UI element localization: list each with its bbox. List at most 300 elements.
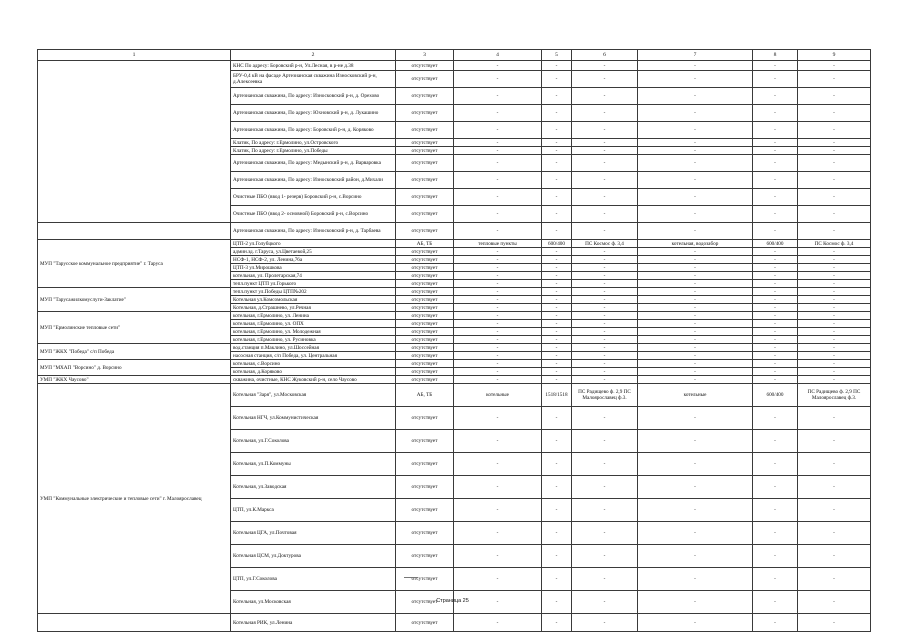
value-cell: - (638, 189, 753, 206)
facility-cell: Котельная РИК, ул.Ленина (231, 614, 396, 632)
value-cell: - (798, 407, 871, 430)
value-cell: - (542, 288, 572, 296)
value-cell: - (572, 453, 638, 476)
value-cell: - (542, 591, 572, 614)
value-cell: - (572, 499, 638, 522)
value-cell: - (798, 376, 871, 384)
value-cell: - (454, 256, 542, 264)
value-cell: - (454, 288, 542, 296)
value-cell: - (753, 296, 798, 304)
value-cell: - (753, 499, 798, 522)
header-row (38, 50, 871, 61)
facility-cell: Артезианская скважина, По адресу: Износковский р-н, д. Орехово (231, 88, 396, 105)
facility-cell: НСФ-1, НСФ-2, ул. Ленина,76а (231, 256, 396, 264)
value-cell: - (542, 105, 572, 122)
value-cell: - (638, 256, 753, 264)
value-cell: - (638, 430, 753, 453)
value-cell: - (753, 352, 798, 360)
value-cell: - (572, 368, 638, 376)
value-cell: - (638, 172, 753, 189)
column-header: 8 (753, 50, 798, 61)
value-cell: - (572, 336, 638, 344)
value-cell: - (542, 147, 572, 155)
value-cell: - (572, 122, 638, 139)
value-cell: - (572, 147, 638, 155)
value-cell: - (572, 272, 638, 280)
value-cell: - (798, 614, 871, 632)
facility-cell: ЦТП-2 ул.Голубцкого (231, 240, 396, 248)
value-cell: отсутствует (396, 614, 454, 632)
value-cell: - (572, 61, 638, 71)
value-cell: отсутствует (396, 360, 454, 368)
value-cell: отсутствует (396, 264, 454, 272)
value-cell: - (454, 368, 542, 376)
value-cell: - (454, 105, 542, 122)
value-cell: - (798, 522, 871, 545)
value-cell: ПС Радищево ф. 2,9 ПС Малоярославец ф.3. (572, 384, 638, 407)
table-row (38, 61, 871, 71)
organization-cell: МУП "МХАП "Ворсино" д. Ворсино (38, 360, 231, 376)
value-cell: - (454, 280, 542, 288)
value-cell: - (753, 407, 798, 430)
value-cell: отсутствует (396, 88, 454, 105)
value-cell: - (638, 139, 753, 147)
value-cell: - (454, 591, 542, 614)
facility-cell: котельная, г.Ермолино, ул. Ленина (231, 312, 396, 320)
value-cell: - (753, 88, 798, 105)
value-cell: АБ, ТБ (396, 384, 454, 407)
value-cell: - (572, 264, 638, 272)
value-cell: - (798, 272, 871, 280)
value-cell: - (542, 320, 572, 328)
value-cell: - (572, 614, 638, 632)
value-cell: отсутствует (396, 304, 454, 312)
page-footer: Страница 25 (436, 598, 469, 604)
value-cell: - (638, 568, 753, 591)
value-cell: тепловые пункты (454, 240, 542, 248)
value-cell: - (798, 545, 871, 568)
value-cell: - (753, 256, 798, 264)
value-cell: отсутствует (396, 147, 454, 155)
value-cell: - (638, 407, 753, 430)
value-cell: отсутствует (396, 430, 454, 453)
organization-cell: МУП "Ермолинские тепловые сети" (38, 312, 231, 344)
value-cell: - (542, 139, 572, 147)
value-cell: отсутствует (396, 296, 454, 304)
value-cell: - (572, 206, 638, 223)
value-cell: - (572, 352, 638, 360)
value-cell: - (798, 453, 871, 476)
value-cell: - (572, 568, 638, 591)
value-cell: отсутствует (396, 545, 454, 568)
value-cell: - (753, 304, 798, 312)
value-cell: - (572, 545, 638, 568)
value-cell: - (638, 264, 753, 272)
facility-cell: ЦТП, ул.К.Маркса (231, 499, 396, 522)
value-cell: - (454, 172, 542, 189)
value-cell: - (798, 248, 871, 256)
value-cell: - (753, 430, 798, 453)
value-cell: - (798, 591, 871, 614)
value-cell: отсутствует (396, 568, 454, 591)
value-cell: - (572, 139, 638, 147)
value-cell: - (798, 264, 871, 272)
value-cell: 600/400 (753, 240, 798, 248)
facility-cell: вод.станция п.Маклино, ул.Шоссейная (231, 344, 396, 352)
facility-cell: Котельная, ул.Г.Соколова (231, 430, 396, 453)
facility-cell: Артезианская скважина, По адресу: Боровский р-н, д. Коряково (231, 122, 396, 139)
facility-cell: ЦТП, ул.Г.Соколова (231, 568, 396, 591)
value-cell: - (798, 280, 871, 288)
value-cell: отсутствует (396, 280, 454, 288)
value-cell: отсутствует (396, 368, 454, 376)
table-row (38, 384, 871, 407)
value-cell: отсутствует (396, 122, 454, 139)
facility-cell: Клатик, По адресу: г.Ермолино, ул.Победы (231, 147, 396, 155)
value-cell: - (542, 264, 572, 272)
column-header: 4 (454, 50, 542, 61)
value-cell: - (638, 522, 753, 545)
value-cell: - (454, 122, 542, 139)
value-cell: - (572, 296, 638, 304)
value-cell: - (638, 453, 753, 476)
value-cell: - (542, 568, 572, 591)
value-cell: - (542, 614, 572, 632)
value-cell: - (542, 336, 572, 344)
value-cell: - (753, 312, 798, 320)
value-cell: - (753, 545, 798, 568)
value-cell: - (753, 320, 798, 328)
value-cell: - (753, 71, 798, 88)
column-header: 7 (638, 50, 753, 61)
organization-cell: МУП "Тарусажилкомуслуги-Заклатие" (38, 288, 231, 312)
facility-cell: котельная, г.Ермолино, ул. Русиновка (231, 336, 396, 344)
value-cell: отсутствует (396, 312, 454, 320)
table-row (38, 312, 871, 320)
value-cell: - (753, 614, 798, 632)
value-cell: отсутствует (396, 352, 454, 360)
value-cell: - (542, 376, 572, 384)
value-cell: - (753, 328, 798, 336)
value-cell: - (638, 147, 753, 155)
value-cell: - (572, 105, 638, 122)
value-cell: - (638, 272, 753, 280)
value-cell: - (454, 476, 542, 499)
value-cell: - (753, 264, 798, 272)
value-cell: - (454, 304, 542, 312)
value-cell: - (542, 407, 572, 430)
table-row (38, 223, 871, 240)
organization-cell (38, 223, 231, 240)
value-cell: - (542, 248, 572, 256)
value-cell: - (454, 344, 542, 352)
value-cell: - (798, 328, 871, 336)
value-cell: - (454, 568, 542, 591)
value-cell: - (638, 155, 753, 172)
value-cell: - (454, 320, 542, 328)
value-cell: отсутствует (396, 522, 454, 545)
value-cell: - (753, 122, 798, 139)
facility-cell: скважина, очистные, КНС Жуковский р-н, село Чаусово (231, 376, 396, 384)
value-cell: - (542, 223, 572, 240)
value-cell: - (753, 189, 798, 206)
facility-cell: Котельная, ул.Заводская (231, 476, 396, 499)
value-cell: - (638, 105, 753, 122)
value-cell: - (753, 61, 798, 71)
value-cell: отсутствует (396, 206, 454, 223)
value-cell: ПС Космос ф. 3,4 (798, 240, 871, 248)
value-cell: отсутствует (396, 189, 454, 206)
value-cell: отсутствует (396, 139, 454, 147)
value-cell: - (798, 155, 871, 172)
value-cell: - (638, 352, 753, 360)
value-cell: - (542, 476, 572, 499)
value-cell: - (542, 280, 572, 288)
value-cell: - (454, 499, 542, 522)
column-header: 6 (572, 50, 638, 61)
data-table (37, 49, 871, 632)
value-cell: - (798, 223, 871, 240)
value-cell: - (753, 155, 798, 172)
facility-cell: Котельная НГЧ, ул.Коммунистическая (231, 407, 396, 430)
value-cell: - (638, 368, 753, 376)
value-cell: - (638, 614, 753, 632)
facility-cell: Котельная, ул.Московская (231, 591, 396, 614)
value-cell: - (638, 545, 753, 568)
value-cell: отсутствует (396, 407, 454, 430)
value-cell: - (572, 256, 638, 264)
value-cell: - (753, 591, 798, 614)
value-cell: - (638, 206, 753, 223)
value-cell: - (638, 88, 753, 105)
value-cell: - (798, 61, 871, 71)
value-cell: - (454, 376, 542, 384)
facility-cell: Очистные ПБО (ввод 1- резерв) Боровский р-н, с.Ворсино (231, 189, 396, 206)
value-cell: - (638, 248, 753, 256)
value-cell: - (753, 147, 798, 155)
facility-cell: Котельная, д.Страшнево, ул.Речная (231, 304, 396, 312)
column-header: 5 (542, 50, 572, 61)
value-cell: - (454, 352, 542, 360)
organization-cell: МУП "Тарусское коммунальное предприятие" г. Таруса (38, 240, 231, 288)
value-cell: - (542, 352, 572, 360)
value-cell: - (798, 206, 871, 223)
table-row (38, 344, 871, 352)
value-cell: - (798, 499, 871, 522)
value-cell: - (798, 139, 871, 147)
facility-cell: Артезианская скважина, По адресу: Юхновский р-н, д. Лукашино (231, 105, 396, 122)
value-cell: - (638, 223, 753, 240)
facility-cell: Котельная ЦСМ, ул.Доктурова (231, 545, 396, 568)
value-cell: - (454, 296, 542, 304)
value-cell: - (542, 368, 572, 376)
value-cell: - (638, 499, 753, 522)
value-cell: - (572, 88, 638, 105)
value-cell: - (572, 223, 638, 240)
value-cell: отсутствует (396, 453, 454, 476)
facility-cell: котельная, г.Ермолино, ул. ОПХ (231, 320, 396, 328)
value-cell: - (572, 71, 638, 88)
value-cell: - (454, 545, 542, 568)
value-cell: - (638, 122, 753, 139)
value-cell: - (454, 147, 542, 155)
value-cell: - (542, 344, 572, 352)
value-cell: отсутствует (396, 344, 454, 352)
value-cell: отсутствует (396, 272, 454, 280)
facility-cell: БРУ-0,4 кВ на фасаде Артезианская скважина Износковский р-н, д.Алексеевка (231, 71, 396, 88)
value-cell: - (572, 189, 638, 206)
value-cell: - (454, 223, 542, 240)
value-cell: отсутствует (396, 376, 454, 384)
value-cell: - (572, 476, 638, 499)
value-cell: отсутствует (396, 499, 454, 522)
facility-cell: админ.зд. г.Таруса, ул.Цветаевой,25 (231, 248, 396, 256)
value-cell: - (454, 430, 542, 453)
stray-mark (404, 577, 418, 578)
value-cell: отсутствует (396, 336, 454, 344)
value-cell: - (638, 288, 753, 296)
value-cell: - (753, 344, 798, 352)
value-cell: - (542, 71, 572, 88)
value-cell: - (753, 105, 798, 122)
value-cell: - (753, 360, 798, 368)
facility-cell: тепл.пункт ЦТП ул.Горького (231, 280, 396, 288)
value-cell: - (542, 155, 572, 172)
value-cell: - (542, 296, 572, 304)
value-cell: - (753, 272, 798, 280)
value-cell: - (572, 376, 638, 384)
value-cell: - (542, 122, 572, 139)
value-cell: - (798, 368, 871, 376)
facility-cell: котельная, с.Ворсино (231, 360, 396, 368)
value-cell: - (542, 189, 572, 206)
value-cell: - (638, 296, 753, 304)
value-cell: отсутствует (396, 320, 454, 328)
value-cell: - (798, 430, 871, 453)
value-cell: - (753, 280, 798, 288)
column-header: 9 (798, 50, 871, 61)
value-cell: - (798, 71, 871, 88)
value-cell: 1518/1518 (542, 384, 572, 407)
value-cell: - (753, 368, 798, 376)
value-cell: отсутствует (396, 476, 454, 499)
value-cell: - (798, 352, 871, 360)
value-cell: отсутствует (396, 105, 454, 122)
value-cell: - (798, 105, 871, 122)
value-cell: - (454, 189, 542, 206)
value-cell: - (753, 206, 798, 223)
facility-cell: Артезианская скважина, По адресу: Медынский р-н, д. Варваровка (231, 155, 396, 172)
table-row (38, 614, 871, 632)
value-cell: отсутствует (396, 172, 454, 189)
value-cell: котельная, водозабор (638, 240, 753, 248)
value-cell: - (572, 312, 638, 320)
organization-cell: УМП "ЖКХ Чаусово" (38, 376, 231, 384)
value-cell: - (572, 344, 638, 352)
organization-cell: УМП "Коммунальные электрические и тепловые сети" г. Малоярославец (38, 384, 231, 614)
table-row (38, 240, 871, 248)
value-cell: - (542, 304, 572, 312)
facility-cell: КНС По адресу: Боровский р-н, Ул.Лесная, в р-не д.38 (231, 61, 396, 71)
value-cell: - (638, 328, 753, 336)
facility-cell: котельная, г.Ермолино, ул. Молодежная (231, 328, 396, 336)
value-cell: - (753, 376, 798, 384)
facility-cell: ЦТП-3 ул.Мирошкова (231, 264, 396, 272)
facility-cell: котельная, ул. Пролетарская,74 (231, 272, 396, 280)
column-header: 2 (231, 50, 396, 61)
value-cell: - (798, 296, 871, 304)
value-cell: - (572, 288, 638, 296)
value-cell: - (572, 248, 638, 256)
value-cell: 600/400 (753, 384, 798, 407)
value-cell: - (638, 476, 753, 499)
value-cell: - (542, 61, 572, 71)
value-cell: - (798, 360, 871, 368)
value-cell: - (572, 172, 638, 189)
value-cell: - (638, 71, 753, 88)
value-cell: - (798, 172, 871, 189)
value-cell: - (798, 147, 871, 155)
value-cell: - (798, 336, 871, 344)
value-cell: - (572, 328, 638, 336)
value-cell: отсутствует (396, 155, 454, 172)
value-cell: - (542, 360, 572, 368)
value-cell: - (753, 336, 798, 344)
value-cell: отсутствует (396, 288, 454, 296)
value-cell: - (454, 360, 542, 368)
value-cell: - (542, 88, 572, 105)
value-cell: - (454, 336, 542, 344)
value-cell: - (572, 522, 638, 545)
facility-cell: Артезианская скважина, По адресу: Износковский район, д.Михали (231, 172, 396, 189)
value-cell: - (454, 71, 542, 88)
value-cell: - (454, 272, 542, 280)
value-cell: - (454, 312, 542, 320)
value-cell: - (572, 320, 638, 328)
value-cell: - (542, 328, 572, 336)
value-cell: - (753, 139, 798, 147)
value-cell: - (798, 312, 871, 320)
facility-cell: Очистные ПБО (ввод 2- основной) Боровский р-н, с.Ворсино (231, 206, 396, 223)
value-cell: отсутствует (396, 248, 454, 256)
facility-cell: насосная станция, с/п Победа, ул. Центральная (231, 352, 396, 360)
value-cell: - (542, 272, 572, 280)
value-cell: - (454, 522, 542, 545)
value-cell: - (454, 248, 542, 256)
facility-cell: Котельная, ул.П.Коммуны (231, 453, 396, 476)
value-cell: ПС Радищево ф. 2,9 ПС Малоярославец ф.3. (798, 384, 871, 407)
value-cell: - (638, 376, 753, 384)
value-cell: - (753, 453, 798, 476)
facility-cell: Котельная "Заря", ул.Московская (231, 384, 396, 407)
value-cell: - (638, 591, 753, 614)
facility-cell: котельная, д.Коряково (231, 368, 396, 376)
value-cell: - (542, 453, 572, 476)
value-cell: отсутствует (396, 256, 454, 264)
value-cell: - (638, 336, 753, 344)
value-cell: - (798, 256, 871, 264)
value-cell: - (638, 304, 753, 312)
value-cell: - (542, 206, 572, 223)
value-cell: - (572, 407, 638, 430)
facility-cell: Котельная ЦГА, ул.Почтовая (231, 522, 396, 545)
value-cell: - (798, 304, 871, 312)
value-cell: - (753, 223, 798, 240)
value-cell: - (542, 499, 572, 522)
value-cell: - (454, 453, 542, 476)
column-header: 3 (396, 50, 454, 61)
value-cell: - (542, 256, 572, 264)
